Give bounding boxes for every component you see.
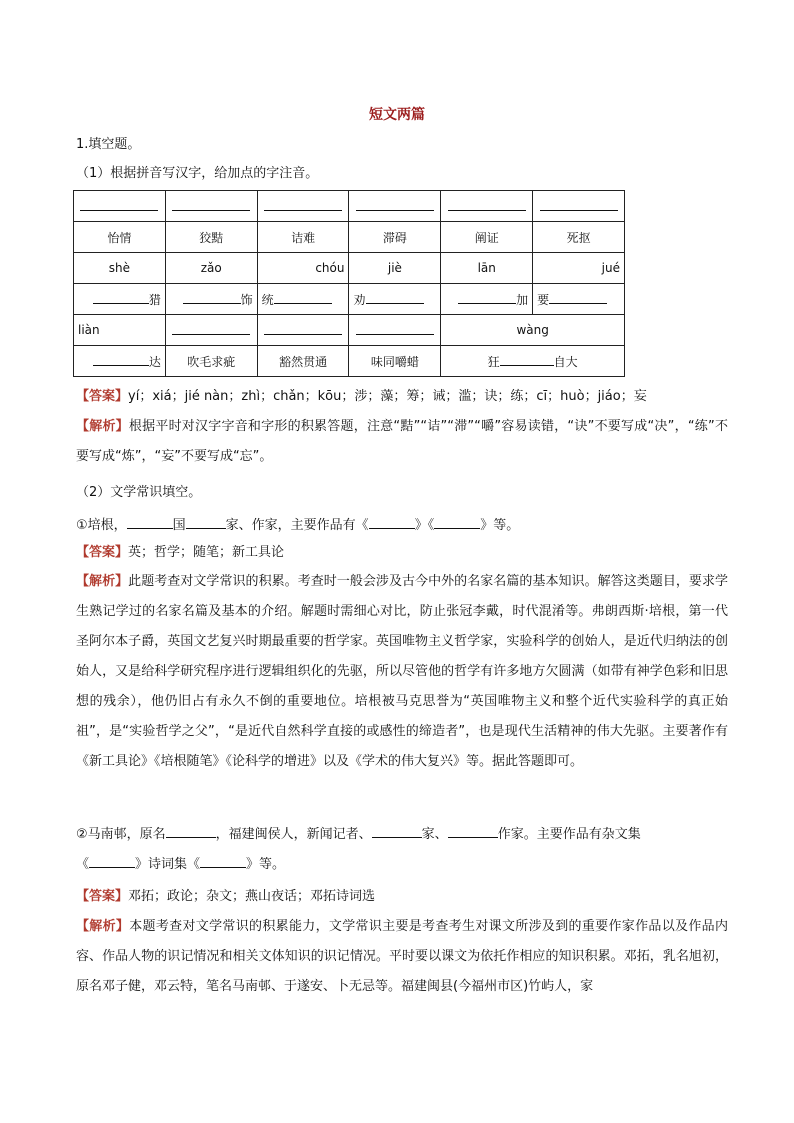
analysis-2: 【解析】此题考查对文学常识的积累。考查时一般会涉及古今中外的名家名篇的基本知识。解答这类题目，要求学生熟记学过的名家名篇及基本的介绍。解题时需细心对比，防止张冠李戴，时代混淆等。弗朗西斯·培根，第一代圣阿尔本子爵，英国文艺复兴时期最重要的哲学家。英国唯物主义哲学家，实验科学的创始人，是近代归纳法的创始人，又是给科学研究程序进行逻辑组织化的先驱，所以尽管他的哲学有许多地方欠圆满（如带有神学色彩和旧思想的残余），他仍旧占有永久不倒的重要地位。培根被马克思誉为“英国唯物主义和整个近代实验科学的真正始祖”，是“实验哲学之父”，“是近代自然科学直接的或感性的缔造者”，也是现代生活精神的伟大先驱。主要著作有《新工具论》《培根随笔》《论科学的增进》以及《学术的伟大复兴》等。据此答题即可。 [76,574,728,769]
table-cell: 要 [533,284,625,315]
answer-blank [264,322,342,335]
answer-1: 【答案】yí；xiá；jié nàn；zhì；chǎn；kōu；涉；藻；筹；诫；滥；诀；练；cī；huò；jiáo；妄 [76,389,647,404]
question-1-part-1: （1）根据拼音写汉字，给加点的字注音。 [76,166,319,181]
answer-blank [540,198,618,211]
answer-blank [172,322,250,335]
table-cell: 死抠 [533,222,625,253]
table-row [74,346,625,377]
table-cell: zǎo [165,253,257,284]
answer-blank [448,198,526,211]
question-1-part-2: （2）文学常识填空。 [76,485,202,500]
answer-blank [356,198,434,211]
table-cell: 统 [257,284,349,315]
analysis-3: 【解析】本题考查对文学常识的积累能力，文学常识主要是考查考生对课文所涉及到的重要作家作品以及作品内容、作品人物的识记情况和相关文体知识的识记情况。平时要以课文为依托作相应的知识积累。邓拓，乳名旭初，原名邓子健，邓云特，笔名马南邨、于遂安、卜无忌等。福建闽县(今福州市区)竹屿人，家 [76,919,728,994]
answer-2: 【答案】英；哲学；随笔；新工具论 [76,545,285,560]
table-cell: 阐证 [441,222,533,253]
table-cell: 怡情 [74,222,166,253]
table-cell: 饰 [165,284,257,315]
table-row [74,284,625,315]
answer-blank [356,322,434,335]
table-cell: jiè [349,253,441,284]
table-row [74,315,625,346]
table-cell: 劝 [349,284,441,315]
page-title: 短文两篇 [369,107,425,123]
answer-blank [80,198,158,211]
table-row [74,222,625,253]
answer-blank [172,198,250,211]
pinyin-table [73,190,625,377]
question-2a: ①培根， 国 家、作家，主要作品有《 》《 》等。 [76,514,519,535]
table-cell: 滞碍 [349,222,441,253]
table-cell: shè [74,253,166,284]
table-cell: chóu [257,253,349,284]
table-cell: 猎 [74,284,166,315]
table-cell: wàng [441,315,625,346]
table-cell: 加 [441,284,533,315]
table-cell: 狡黠 [165,222,257,253]
table-cell: jué [533,253,625,284]
table-cell: 狂 自大 [441,346,625,377]
table-cell: 豁然贯通 [257,346,349,377]
table-cell: lān [441,253,533,284]
question-1-heading: 1.填空题。 [76,137,141,152]
table-cell: 味同嚼蜡 [349,346,441,377]
table-row [74,191,625,222]
table-row [74,253,625,284]
table-cell: 诘难 [257,222,349,253]
table-cell: 达 [74,346,166,377]
table-cell: liàn [74,315,166,346]
answer-blank [264,198,342,211]
answer-3: 【答案】邓拓；政论；杂文；燕山夜话；邓拓诗词选 [76,889,376,904]
analysis-1: 【解析】根据平时对汉字字音和字形的积累答题，注意“黠”“诘”“滞”“嚼”容易读错，“诀”不要写成“决”，“练”不要写成“炼”，“妄”不要写成“忘”。 [76,419,728,464]
table-cell: 吹毛求疵 [165,346,257,377]
question-2b: ②马南邨，原名 ，福建闽侯人，新闻记者、 家、 作家。主要作品有杂文集 《 》诗词集《 》等。 [76,820,728,880]
